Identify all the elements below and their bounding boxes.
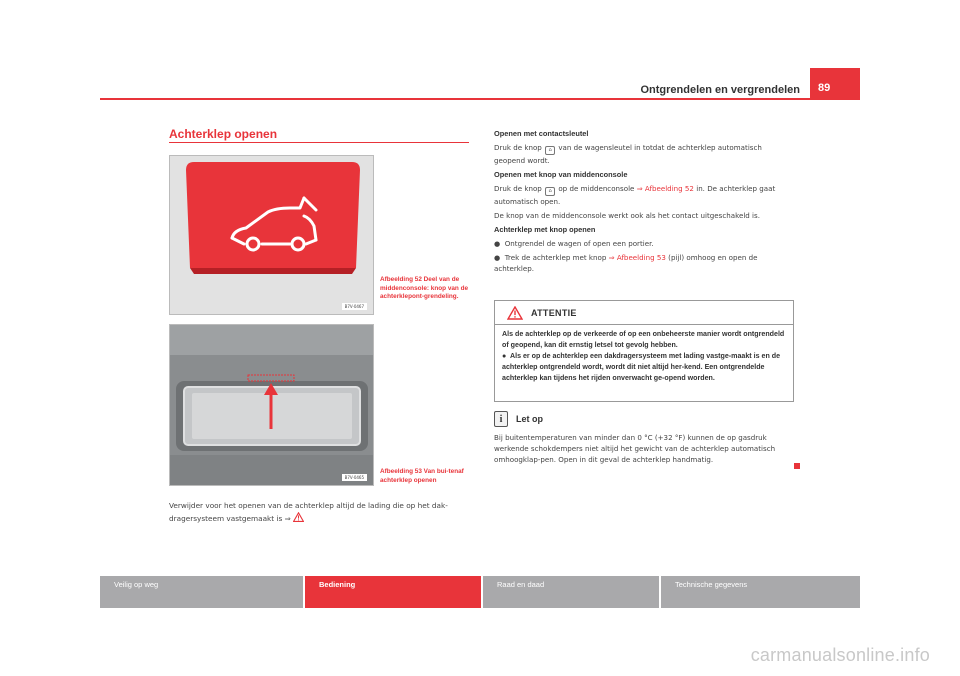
heading-middenconsole: Openen met knop van middenconsole	[494, 170, 628, 179]
text: in. De achterklep gaat automatisch open.	[494, 184, 776, 206]
footer-tabs	[100, 576, 860, 608]
section-end-marker	[794, 463, 800, 469]
paragraph-contactsleutel	[494, 142, 794, 166]
text: Druk de knop	[494, 184, 542, 193]
bullet-item: ● Trek de achterklep met knop ⇒ Afbeelding 53 (pijl) omhoog en open de achterklep.	[494, 253, 758, 273]
attentie-bullet: ● Als er op de achterklep een dakdragersysteem met lading vastge-maakt is en de achterklep ontgrendeld wordt, wordt dit niet altijd her-kend. Een ontgrendelde achterklep kan tijdens het rijden onverwacht ge-opend worden.	[502, 352, 781, 382]
note-text: Verwijder voor het openen van de achterklep altijd de lading die op het dak-dragersysteem vastgemaakt is ⇒	[169, 501, 448, 523]
let-op-text: Bij buitentemperaturen van minder dan 0 °C (+32 °F) kunnen de op gasdruk werkende schokdempers niet altijd het gewicht van de achterklep automatisch omhoogklap-pen. Open in dit geval de achterklep handmatig.	[494, 433, 776, 464]
tab-raad-en-daad[interactable]: Raad en daad	[483, 576, 659, 608]
figure-52-console-button	[169, 155, 374, 315]
page-number: 89	[810, 68, 860, 100]
heading-contactsleutel: Openen met contactsleutel	[494, 129, 589, 138]
tailgate-key-icon: ⌂	[545, 146, 555, 155]
page-header-title: Ontgrendelen en vergrendelen	[640, 84, 800, 96]
right-column-text	[494, 128, 794, 277]
tab-veilig-op-weg[interactable]: Veilig op weg	[100, 576, 303, 608]
text: Trek de achterklep met knop	[504, 253, 607, 262]
watermark: carmanualsonline.info	[750, 645, 930, 665]
section-title: Achterklep openen	[169, 127, 278, 141]
header-rule	[100, 98, 860, 100]
figure-53-caption: Afbeelding 53 Van bui-tenaf achterklep openen	[380, 468, 464, 484]
figure-53-tailgate-handle	[169, 324, 374, 486]
tailgate-button-illustration	[170, 156, 374, 315]
figure-52-link[interactable]: ⇒ Afbeelding 52	[636, 184, 694, 193]
tab-technische-gegevens[interactable]: Technische gegevens	[661, 576, 860, 608]
paragraph-contact-off: De knop van de middenconsole werkt ook als het contact uitgeschakeld is.	[494, 211, 760, 220]
info-note-icon: i	[494, 411, 508, 427]
left-column-note	[169, 500, 469, 525]
figure-53-link[interactable]: ⇒ Afbeelding 53	[608, 253, 666, 262]
let-op-note	[494, 410, 794, 465]
let-op-header	[494, 410, 794, 428]
warning-triangle-icon	[507, 306, 523, 320]
attentie-body	[495, 325, 793, 388]
text: van de wagensleutel in totdat de achterklep automatisch geopend wordt.	[494, 143, 762, 165]
let-op-label: Let op	[516, 414, 543, 424]
heading-knop-openen: Achterklep met knop openen	[494, 225, 596, 234]
text: Druk de knop	[494, 143, 542, 152]
figure-code: B7V-0467	[342, 303, 367, 310]
tailgate-exterior-illustration	[170, 325, 374, 486]
attentie-paragraph: Als de achterklep op de verkeerde of op een onbeheerste manier wordt ontgrendeld of geopend, kan dit ernstig letsel tot gevolg hebben.	[502, 330, 785, 349]
paragraph-middenconsole	[494, 183, 794, 207]
attentie-box	[494, 300, 794, 402]
figure-code: B7V-0465	[342, 474, 367, 481]
bullet-item: ● Ontgrendel de wagen of open een portier.	[494, 239, 654, 248]
section-rule	[169, 142, 469, 143]
text: Ontgrendel de wagen of open een portier.	[504, 239, 654, 248]
attentie-label: ATTENTIE	[531, 307, 577, 318]
figure-52-caption: Afbeelding 52 Deel van de middenconsole: knop van de achterklepont-grendeling.	[380, 276, 469, 301]
tab-bediening[interactable]: Bediening	[305, 576, 481, 608]
attentie-header	[495, 301, 793, 325]
text: op de middenconsole	[558, 184, 635, 193]
warning-triangle-icon	[293, 512, 304, 522]
text: (pijl) omhoog en open de achterklep.	[494, 253, 758, 273]
tailgate-key-icon: ⌂	[545, 187, 555, 196]
text: Als er op de achterklep een dakdragersysteem met lading vastge-maakt is en de achterklep ontgrendeld wordt, wordt dit niet altijd her-kend. Een ontgrendelde achterklep kan tijdens het rijden onverwacht ge-opend worden.	[502, 352, 781, 382]
